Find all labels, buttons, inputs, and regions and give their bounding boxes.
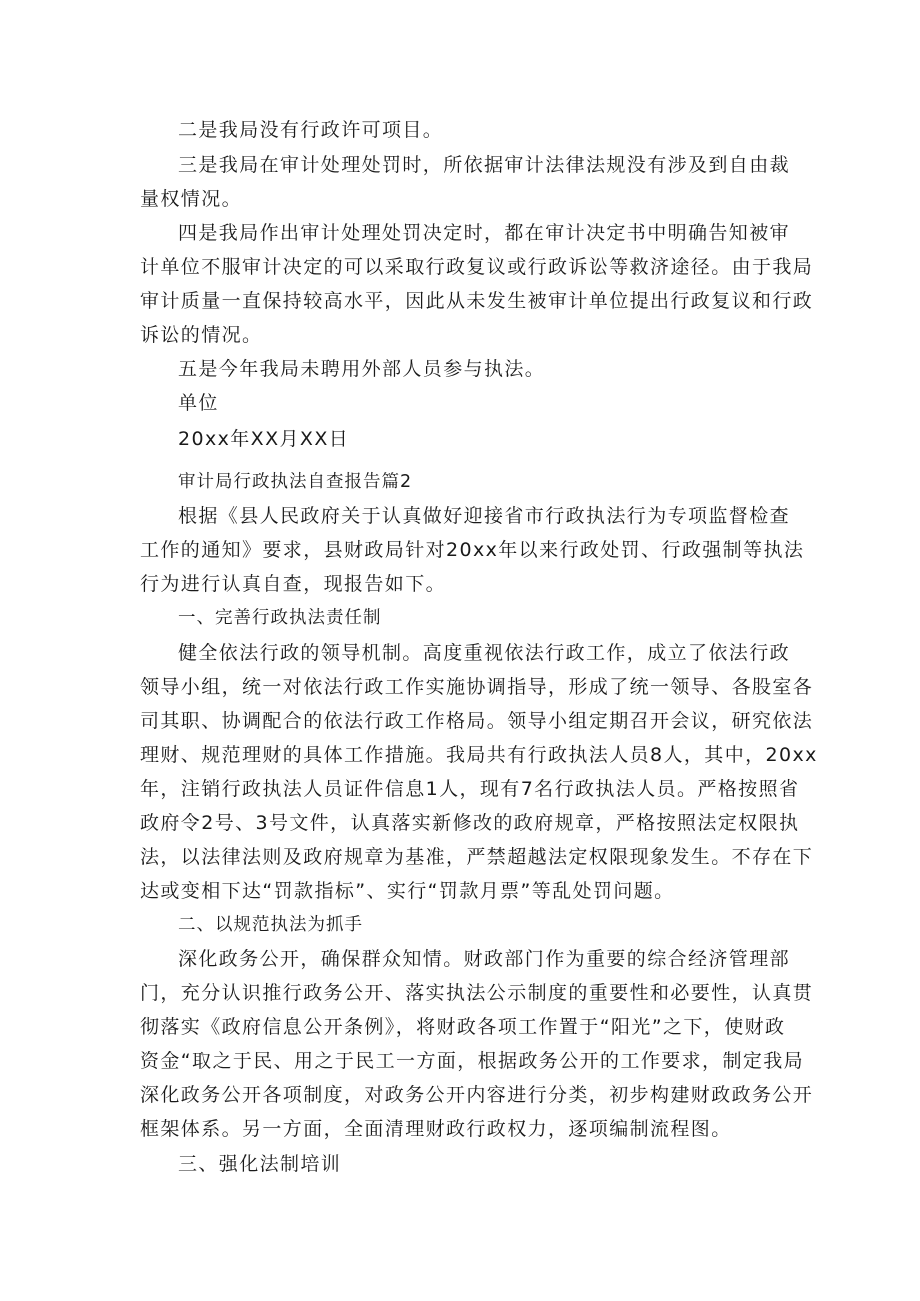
paragraph-12-line-1: 深化政务公开，确保群众知情。财政部门作为重要的综合经济管理部 [178, 948, 791, 970]
heading-3-legal-training: 三、强化法制培训 [178, 1153, 342, 1175]
paragraph-12-line-2: 门，充分认识推行政务公开、落实执法公示制度的重要性和必要性，认真贯 [140, 982, 814, 1004]
paragraph-10-line-5: 年，注销行政执法人员证件信息1人，现有7名行政执法人员。严格按照省 [140, 778, 800, 800]
paragraph-8-line-1: 根据《县人民政府关于认真做好迎接省市行政执法行为专项监督检查 [178, 505, 791, 527]
paragraph-4-line-1: 五是今年我局未聘用外部人员参与执法。 [178, 358, 546, 380]
paragraph-8-line-2: 工作的通知》要求，县财政局针对20xx年以来行政处罚、行政强制等执法 [140, 539, 805, 561]
paragraph-10-line-3: 司其职、协调配合的依法行政工作格局。领导小组定期召开会议，研究依法 [140, 710, 814, 732]
paragraph-2-line-2: 量权情况。 [140, 188, 243, 210]
paragraph-10-line-7: 法，以法律法则及政府规章为基准，严禁超越法定权限现象发生。不存在下 [140, 846, 814, 868]
paragraph-3-line-1: 四是我局作出审计处理处罚决定时，都在审计决定书中明确告知被审 [178, 222, 791, 244]
paragraph-10-line-2: 领导小组，统一对依法行政工作实施协调指导，形成了统一领导、各股室各 [140, 676, 814, 698]
paragraph-1-line-1: 二是我局没有行政许可项目。 [178, 119, 444, 141]
paragraph-8-line-3: 行为进行认真自查，现报告如下。 [140, 573, 447, 595]
paragraph-10-line-8: 达或变相下达“罚款指标”、实行“罚款月票”等乱处罚问题。 [140, 880, 675, 902]
paragraph-10-line-1: 健全依法行政的领导机制。高度重视依法行政工作，成立了依法行政 [178, 642, 791, 664]
paragraph-12-line-5: 深化政务公开各项制度，对政务公开内容进行分类，初步构建财政政务公开 [140, 1084, 814, 1106]
paragraph-3-line-2: 计单位不服审计决定的可以采取行政复议或行政诉讼等救济途径。由于我局 [140, 256, 814, 278]
paragraph-12-line-6: 框架体系。另一方面，全面清理财政行政权力，逐项编制流程图。 [140, 1118, 732, 1140]
paragraph-10-line-6: 政府令2号、3号文件，认真落实新修改的政府规章，严格按照法定权限执 [140, 812, 800, 834]
paragraph-3-line-4: 诉讼的情况。 [140, 324, 263, 346]
paragraph-3-line-3: 审计质量一直保持较高水平，因此从未发生被审计单位提出行政复议和行政 [140, 290, 814, 312]
heading-2-standardized-enforcement: 二、以规范执法为抓手 [178, 915, 363, 935]
signature-date: 20xx年XX月XX日 [178, 428, 350, 450]
paragraph-2-line-1: 三是我局在审计处理处罚时，所依据审计法律法规没有涉及到自由裁 [178, 154, 791, 176]
paragraph-10-line-4: 理财、规范理财的具体工作措施。我局共有行政执法人员8人，其中，20xx [140, 744, 818, 766]
paragraph-12-line-3: 彻落实《政府信息公开条例》，将财政各项工作置于“阳光”之下，使财政 [140, 1016, 786, 1038]
signature-unit: 单位 [178, 392, 219, 414]
heading-1-responsibility: 一、完善行政执法责任制 [178, 608, 382, 628]
section-title-report-2: 审计局行政执法自查报告篇2 [178, 472, 413, 492]
paragraph-12-line-4: 资金“取之于民、用之于民工一方面，根据政务公开的工作要求，制定我局 [140, 1050, 805, 1072]
